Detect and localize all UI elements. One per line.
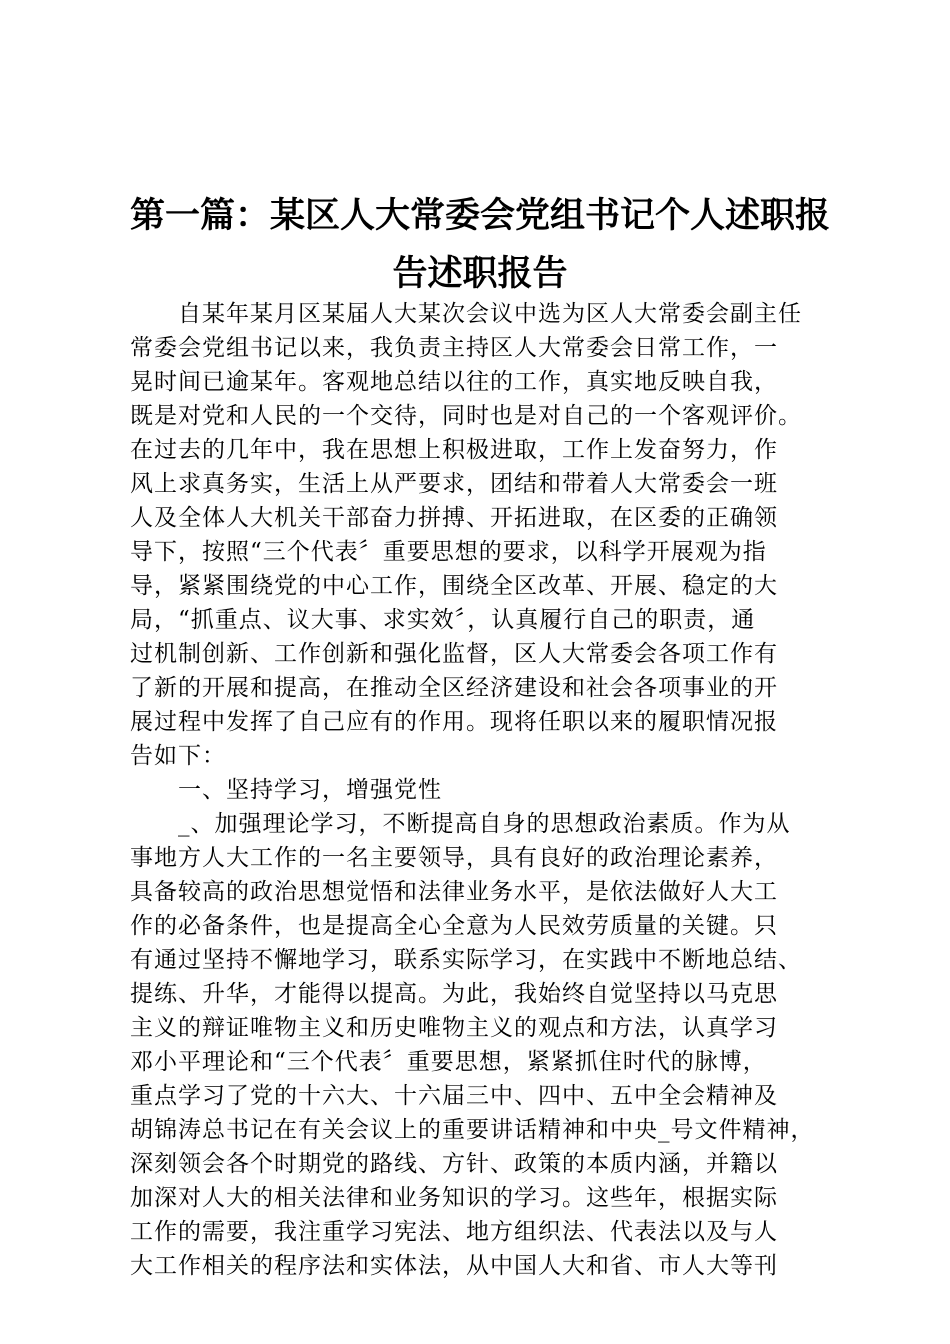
paragraph-line: 有通过坚持不懈地学习，联系实际学习，在实践中不断地总结、	[130, 947, 802, 973]
paragraph-line: 过机制创新、工作创新和强化监督，区人大常委会各项工作有	[130, 641, 778, 667]
paragraph-line: 导下，按照“三个代表〞重要思想的要求，以科学开展观为指	[130, 539, 767, 565]
paragraph-line: 重点学习了党的十六大、十六届三中、四中、五中全会精神及	[130, 1083, 778, 1109]
paragraph-line: 告如下：	[130, 743, 226, 769]
paragraph-line: 具备较高的政治思想觉悟和法律业务水平，是依法做好人大工	[130, 879, 778, 905]
paragraph-line: 晃时间已逾某年。客观地总结以往的工作，真实地反映自我，	[130, 369, 778, 395]
paragraph-line: 邓小平理论和“三个代表〞重要思想，紧紧抓住时代的脉博，	[130, 1049, 767, 1075]
paragraph-line: _、加强理论学习，不断提高自身的思想政治素质。作为从	[178, 811, 791, 837]
section-heading: 一、坚持学习，增强党性	[178, 777, 442, 803]
paragraph-line: 作的必备条件，也是提高全心全意为人民效劳质量的关键。只	[130, 913, 778, 939]
paragraph-line: 事地方人大工作的一名主要领导，具有良好的政治理论素养，	[130, 845, 778, 871]
paragraph-line: 自某年某月区某届人大某次会议中选为区人大常委会副主任	[178, 301, 802, 327]
paragraph-line: 胡锦涛总书记在有关会议上的重要讲话精神和中央_号文件精神，	[130, 1117, 815, 1143]
paragraph-line: 深刻领会各个时期党的路线、方针、政策的本质内涵，并籍以	[130, 1151, 778, 1177]
paragraph-line: 在过去的几年中，我在思想上积极进取，工作上发奋努力，作	[130, 437, 778, 463]
paragraph-line: 风上求真务实，生活上从严要求，团结和带着人大常委会一班	[130, 471, 778, 497]
paragraph-line: 了新的开展和提高，在推动全区经济建设和社会各项事业的开	[130, 675, 778, 701]
paragraph-line: 提练、升华，才能得以提高。为此，我始终自觉坚持以马克思	[130, 981, 778, 1007]
paragraph-line: 既是对党和人民的一个交待，同时也是对自己的一个客观评价。	[130, 403, 802, 429]
paragraph-line: 人及全体人大机关干部奋力拼搏、开拓进取，在区委的正确领	[130, 505, 778, 531]
paragraph-line: 展过程中发挥了自己应有的作用。现将任职以来的履职情况报	[130, 709, 778, 735]
paragraph-line: 加深对人大的相关法律和业务知识的学习。这些年，根据实际	[130, 1185, 778, 1211]
paragraph-line: 导，紧紧围绕党的中心工作，围绕全区改革、开展、稳定的大	[130, 573, 778, 599]
document-title-line-1: 第一篇：某区人大常委会党组书记个人述职报	[129, 195, 830, 236]
paragraph-line: 大工作相关的程序法和实体法，从中国人大和省、市人大等刊	[130, 1253, 778, 1279]
paragraph-line: 工作的需要，我注重学习宪法、地方组织法、代表法以及与人	[130, 1219, 778, 1245]
document-title-line-2: 告述职报告	[392, 253, 568, 294]
paragraph-line: 常委会党组书记以来，我负责主持区人大常委会日常工作，一	[130, 335, 778, 361]
paragraph-line: 主义的辩证唯物主义和历史唯物主义的观点和方法，认真学习	[130, 1015, 778, 1041]
paragraph-line: 局，“抓重点、议大事、求实效〞，认真履行自己的职责，通	[130, 607, 756, 633]
